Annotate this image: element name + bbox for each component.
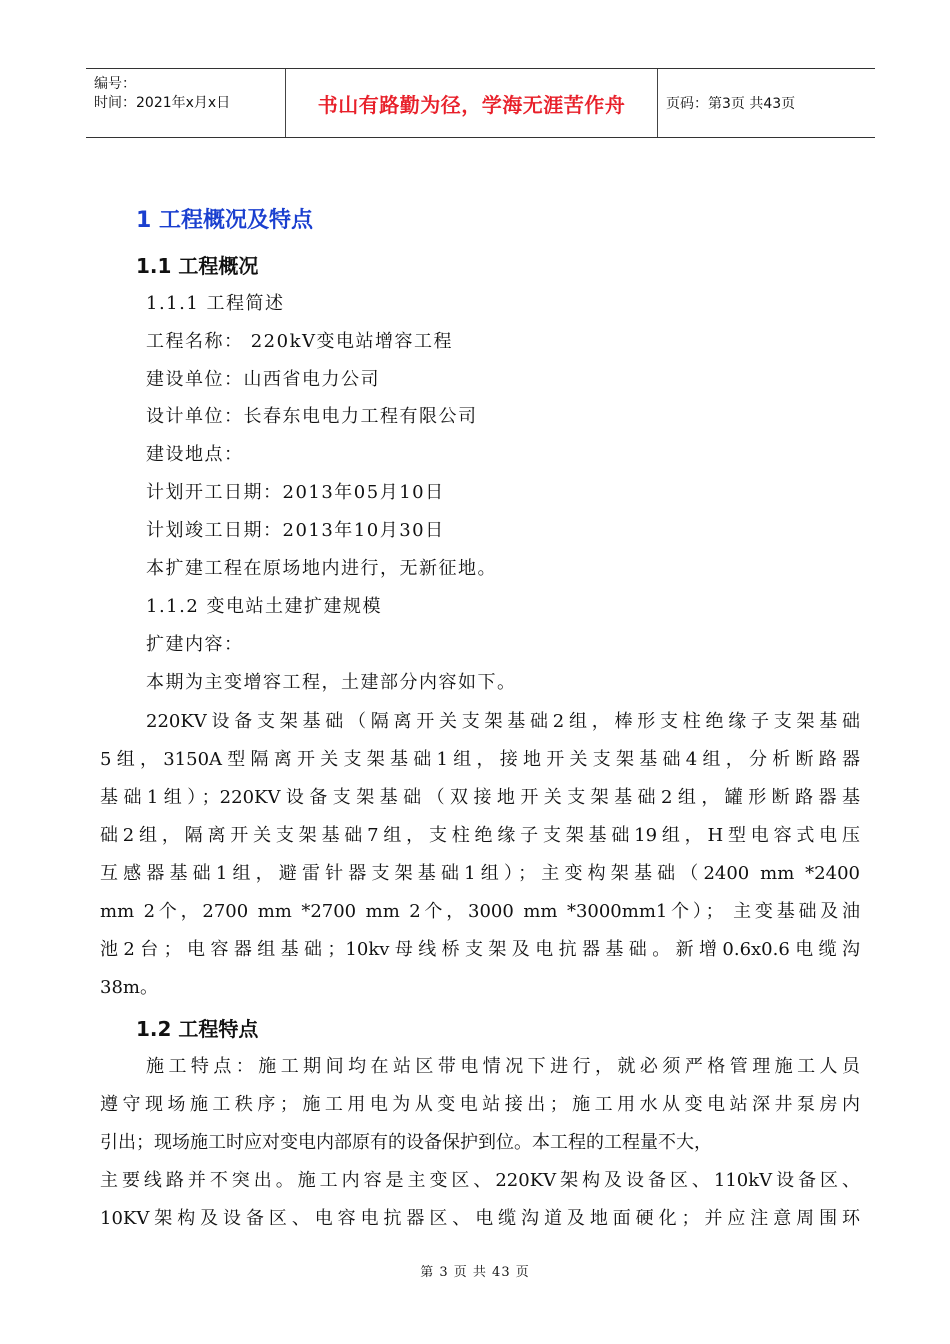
scope-line-4: 础2组，隔离开关支架基础7组，支柱绝缘子支架基础19组，H型电容式电压 <box>100 825 860 846</box>
subsection-title-1-1: 1.1 工程概况 <box>136 254 259 278</box>
page-footer: 第 3 页 共 43 页 <box>420 1265 530 1280</box>
scope-line-8: 38m。 <box>100 977 158 998</box>
start-date-line: 计划开工日期：2013年05月10日 <box>146 482 445 503</box>
header-number: 编号： <box>94 76 136 92</box>
feature-line-3: 引出；现场施工时应对变电内部原有的设备保护到位。本工程的工程量不大， <box>100 1132 712 1153</box>
feature-line-2: 遵守现场施工秩序；施工用电为从变电站接出；施工用水从变电站深井泵房内 <box>100 1094 860 1115</box>
subsubsection-title-1-1-2: 1.1.2 变电站土建扩建规模 <box>146 596 383 617</box>
feature-line-1: 施工特点：施工期间均在站区带电情况下进行，就必须严格管理施工人员 <box>146 1056 860 1077</box>
header-meta <box>86 69 285 137</box>
subsubsection-title-1-1-1: 1.1.1 工程简述 <box>146 293 285 314</box>
scope-line-6: mm 2个，2700 mm *2700 mm 2个，3000 mm *3000mm1个）； 主变基础及油 <box>100 901 860 922</box>
scope-line-1: 220KV设备支架基础（隔离开关支架基础2组，棒形支柱绝缘子支架基础 <box>146 711 860 732</box>
designer-line: 设计单位：长春东电电力工程有限公司 <box>146 406 478 427</box>
header-motto: 书山有路勤为径，学海无涯苦作舟 <box>317 92 626 117</box>
section-title: 1 工程概况及特点 <box>136 208 313 233</box>
scope-line-7: 池2台；电容器组基础；10kv母线桥支架及电抗器基础。新增0.6x0.6电缆沟 <box>100 939 860 960</box>
site-note-line: 本扩建工程在原场地内进行，无新征地。 <box>146 558 497 579</box>
feature-line-5: 10KV架构及设备区、电容电抗器区、电缆沟道及地面硬化；并应注意周围环 <box>100 1208 860 1229</box>
builder-line: 建设单位：山西省电力公司 <box>146 369 380 390</box>
subsection-title-1-2: 1.2 工程特点 <box>136 1017 259 1041</box>
location-line: 建设地点： <box>146 444 244 465</box>
header-time: 时间：2021年x月x日 <box>94 95 231 111</box>
project-name-line: 工程名称： 220kV变电站增容工程 <box>146 331 453 352</box>
scope-line-2: 5组，3150A型隔离开关支架基础1组，接地开关支架基础4组，分析断路器 <box>100 749 860 770</box>
header-motto-cell <box>285 69 658 137</box>
feature-line-4: 主要线路并不突出。施工内容是主变区、220KV架构及设备区、110kV设备区、 <box>100 1170 860 1191</box>
scope-line-3: 基础1组）；220KV设备支架基础（双接地开关支架基础2组，罐形断路器基 <box>100 787 860 808</box>
end-date-line: 计划竣工日期：2013年10月30日 <box>146 520 445 541</box>
expansion-content-label: 扩建内容： <box>146 634 244 655</box>
scope-line-5: 互感器基础1组，避雷针器支架基础1组）；主变构架基础（2400 mm *2400 <box>100 863 860 884</box>
header-page-info: 页码：第3页 共43页 <box>666 96 796 112</box>
page-header <box>86 68 875 138</box>
expansion-intro-line: 本期为主变增容工程，土建部分内容如下。 <box>146 672 517 693</box>
